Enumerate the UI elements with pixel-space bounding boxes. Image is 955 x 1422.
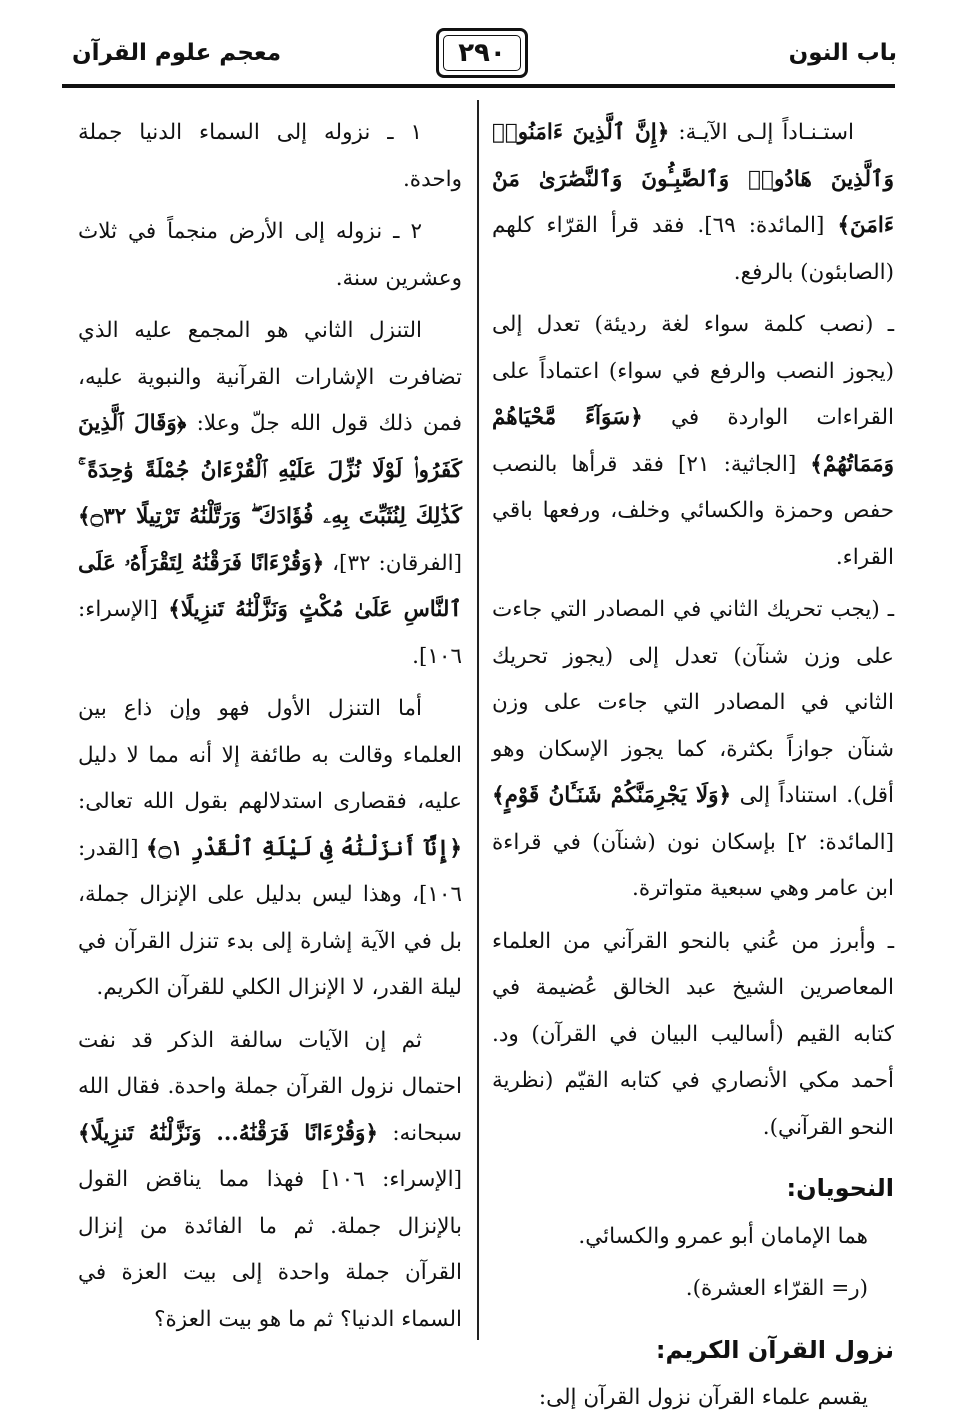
text: ثم إن الآيات سالفة الذكر قد نفت احتمال نزول القرآن جملة واحدة. فقال الله سبحانه: [78,1027,462,1146]
text: [الفرقان: ٣٢]، [332,550,462,576]
line: هما الإمامان أبو عمرو والكسائي. [578,1223,868,1249]
line: يقسم علماء القرآن نزول القرآن إلى: [538,1385,868,1410]
list-item: ٢ ـ نزوله إلى الأرض منجماً في ثلاث وعشرين سنة. [78,219,462,291]
quran-verse: ﴿وَقَالَ ٱلَّذِينَ كَفَرُوا۟ لَوْلَا نُزِّلَ عَلَيْهِ ٱلْقُرْءَانُ جُمْلَةً وَٰحِدَةً ۚ كَذَٰلِكَ لِنُثَبِّتَ بِهِۦ فُؤَادَكَ ۖ وَرَتَّلْنَٰهُ تَرْتِيلًا ۝٣٢﴾ [78,411,462,529]
quran-verse: ﴿إِنَّآ أَنزَلْنَٰهُ فِى لَيْلَةِ ٱلْقَدْرِ ۝١﴾ [146,835,462,861]
list-item: ١ ـ نزوله إلى السماء الدنيا جملة واحدة. [78,120,462,192]
column-divider [477,100,479,1340]
section-heading: نزول القرآن الكريم: [655,1335,894,1364]
text: أما التنزل الأول فهو وإن ذاع بين العلماء وقالت به طائفة إلا أنه مما لا دليل عليه، فقصارى استدلالهم بقول الله تعالى: [78,696,462,814]
paragraph [78,686,462,1012]
section-heading: النحويان: [786,1174,894,1202]
chapter-title: باب النون [788,40,897,66]
book-title: معجم علوم القرآن [72,40,282,66]
text: [الإسراء: ١٠٦] فهذا مما يناقض القول بالإنزال جملة. ثم ما الفائدة من إنزال القرآن جملة واحدة إلى بيت العزة في السماء الدنيا؟ ثم ما هو بيت العزة؟ [78,1167,462,1332]
header-rule [62,84,895,88]
text: [الإسراء: ١٠٦]. [78,597,462,669]
quran-verse: ﴿سَوَآءً مَّحْيَاهُمْ وَمَمَاتُهُمْ﴾ [492,405,894,477]
paragraph [492,587,894,913]
text: [الجاثية: ٢١] فقد قرأها بالنصب حفص وحمزة والكسائي وخلف، ورفعها باقي القراء. [492,451,894,570]
quran-verse: ﴿وَلَا يَجْرِمَنَّكُمْ شَنَـَٔانُ قَوْمٍ﴾ [492,783,732,808]
paragraph: ـ وأبرز من عُني بالنحو القرآني من العلماء المعاصرين الشيخ عبد الخالق عُضيمة في كتابه القيم (أساليب البيان في القرآن) ود. أحمد مكي الأنصاري في كتابه القيّم (نظرية النحو القرآني). [492,928,894,1140]
text: ـ (نصب كلمة سواء لغة رديئة) تعدل إلى (يجوز النصب والرفع في سواء) اعتماداً على القراءات الواردة في [492,312,894,430]
paragraph [78,308,462,680]
line: (ر= القرّاء العشرة). [685,1276,868,1301]
quran-verse: ﴿إِنَّ ٱلَّذِينَ ءَامَنُوا۟ وَٱلَّذِينَ هَادُوا۟ وَٱلصَّٰبِـُٔونَ وَٱلنَّصَٰرَىٰ مَنْ ءَامَنَ﴾ [492,120,895,238]
page-number-box [436,28,528,78]
quran-verse: ﴿وَقُرْءَانًا فَرَقْنَٰهُ... وَنَزَّلْنَٰهُ تَنزِيلًا﴾ [78,1120,379,1146]
text: [القدر: ١٠٦]، وهذا ليس بدليل على الإنزال جملة، بل في الآية إشارة إلى بدء تنزل القرآن في ليلة القدر، لا الإنزال الكلي للقرآن الكريم. [78,835,462,1000]
text: [المائدة: ٢] بإسكان نون (شنآن) في قراءة ابن عامر وهي سبعية متواترة. [492,829,894,901]
paragraph [492,302,894,581]
paragraph [492,110,894,296]
text: [المائدة: ٦٩]. فقد قرأ القرّاء كلهم (الصابئون) بالرفع. [492,213,894,285]
quran-verse: ﴿وَقُرْءَانًا فَرَقْنَٰهُ لِتَقْرَأَهُۥ عَلَى ٱلنَّاسِ عَلَىٰ مُكْثٍ وَنَزَّلْنَٰهُ تَنزِيلًا﴾ [78,550,462,622]
left-column [78,110,462,1355]
text: التنزل الثاني هو المجمع عليه الذي تضافرت الإشارات القرآنية والنبوية عليه، فمن ذلك قول الله جلّ وعلا: [78,318,462,436]
text: ـ (يجب تحريك الثاني في المصادر التي جاءت على وزن شنآن) تعدل إلى (يجوز تحريك الثاني في المصادر التي جاءت على وزن شنآن جوازاً بكثرة، كما يجوز الإسكان وهو أقل). استناداً إلى [492,597,894,808]
text: استـنـاداً إلـى الآيـة: [678,120,854,145]
paragraph [78,1018,462,1344]
right-column [492,110,895,1410]
page-number: ٢٩٠ [458,38,506,68]
